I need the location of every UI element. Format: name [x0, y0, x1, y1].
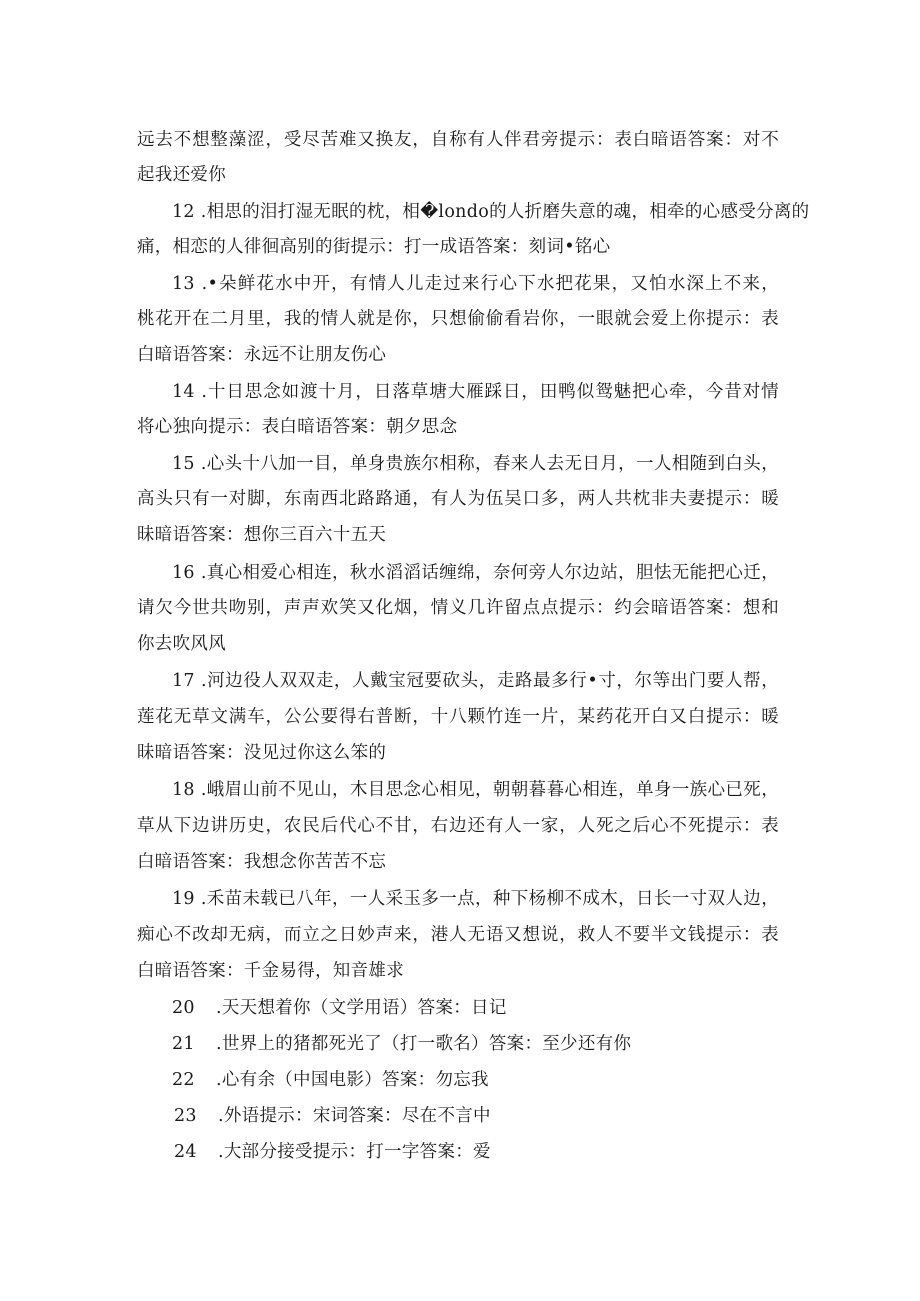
- text-line: .世界上的猪都死光了（打一歌名）答案：至少还有你: [216, 1034, 632, 1054]
- text-line: 请欠今世共吻别，声声欢笑又化烟，情义几许留点点提示：约会暗语答案：想和: [137, 598, 779, 618]
- text-line: 将心独向提示：表白暗语答案：朝夕思念: [137, 417, 458, 437]
- text-line: 白暗语答案：永远不让朋友伤心: [137, 345, 387, 365]
- item-number: 22: [172, 1070, 195, 1090]
- text-line: .心有余（中国电影）答案：勿忘我: [216, 1070, 489, 1090]
- text-line: 15 .心头十八加一目，单身贵族尔相称，春来人去无日月，一人相随到白头，: [172, 454, 779, 474]
- text-line: 草从下边讲历史，农民后代心不甘，右边还有人一家，人死之后心不死提示：表: [137, 816, 779, 836]
- item-number: 21: [172, 1034, 195, 1054]
- text-line: 高头只有一对脚，东南西北路路通，有人为伍吴口多，两人共枕非夫妻提示：暖: [137, 489, 779, 509]
- text-line: 19 .禾苗未载已八年，一人采玉多一点，种下杨柳不成木，日长一寸双人边，: [172, 889, 779, 909]
- text-line: 昧暗语答案：没见过你这么笨的: [137, 743, 387, 763]
- item-number: 20: [172, 998, 195, 1018]
- item-number: 23: [174, 1106, 197, 1126]
- text-line: 12 .相思的泪打湿无眠的枕，相�londo的人折磨失意的魂，相牵的心感受分离的: [172, 202, 810, 222]
- text-line: 17 .河边役人双双走，人戴宝冠要砍头，走路最多行•寸，尔等出门要人帮，: [172, 671, 779, 691]
- text-line: .外语提示：宋词答案：尽在不言中: [218, 1106, 491, 1126]
- text-line: 桃花开在二月里，我的情人就是你，只想偷偷看岩你，一眼就会爱上你提示：表: [137, 309, 779, 329]
- text-line: .天天想着你（文学用语）答案：日记: [216, 998, 507, 1018]
- text-line: 14 .十日思念如渡十月，日落草塘大雁踩日，田鸭似鸳魅把心牵，今昔对情: [172, 382, 779, 402]
- text-line: 白暗语答案：我想念你苦苦不忘: [137, 852, 387, 872]
- text-line: 18 .峨眉山前不见山，木目思念心相见，朝朝暮暮心相连，单身一族心已死，: [172, 780, 779, 800]
- text-line: 昧暗语答案：想你三百六十五天: [137, 525, 387, 545]
- text-line: 13 .•朵鲜花水中开，有情人儿走过来行心下水把花果，又怕水深上不来，: [172, 274, 779, 294]
- text-line: 远去不想整藻涩，受尽苦难又换友，自称有人伴君旁提示：表白暗语答案：对不: [137, 130, 779, 150]
- text-line: 起我还爱你: [137, 165, 226, 185]
- text-line: 白暗语答案：千金易得，知音雄求: [137, 961, 404, 981]
- text-line: .大部分接受提示：打一字答案：爱: [218, 1142, 491, 1162]
- text-line: 你去吹风风: [137, 634, 226, 654]
- text-line: 痴心不改却无病，而立之日妙声来，港人无语又想说，救人不要半文钱提示：表: [137, 925, 779, 945]
- text-line: 痛，相恋的人徘徊高别的街提示：打一成语答案：刻词•铭心: [137, 237, 611, 257]
- text-line: 16 .真心相爱心相连，秋水滔滔话缠绵，奈何旁人尔边站，胆怯无能把心迁，: [172, 563, 779, 583]
- text-line: 莲花无草文满车，公公要得右普断，十八颗竹连一片，某药花开白又白提示：暖: [137, 707, 779, 727]
- item-number: 24: [174, 1142, 197, 1162]
